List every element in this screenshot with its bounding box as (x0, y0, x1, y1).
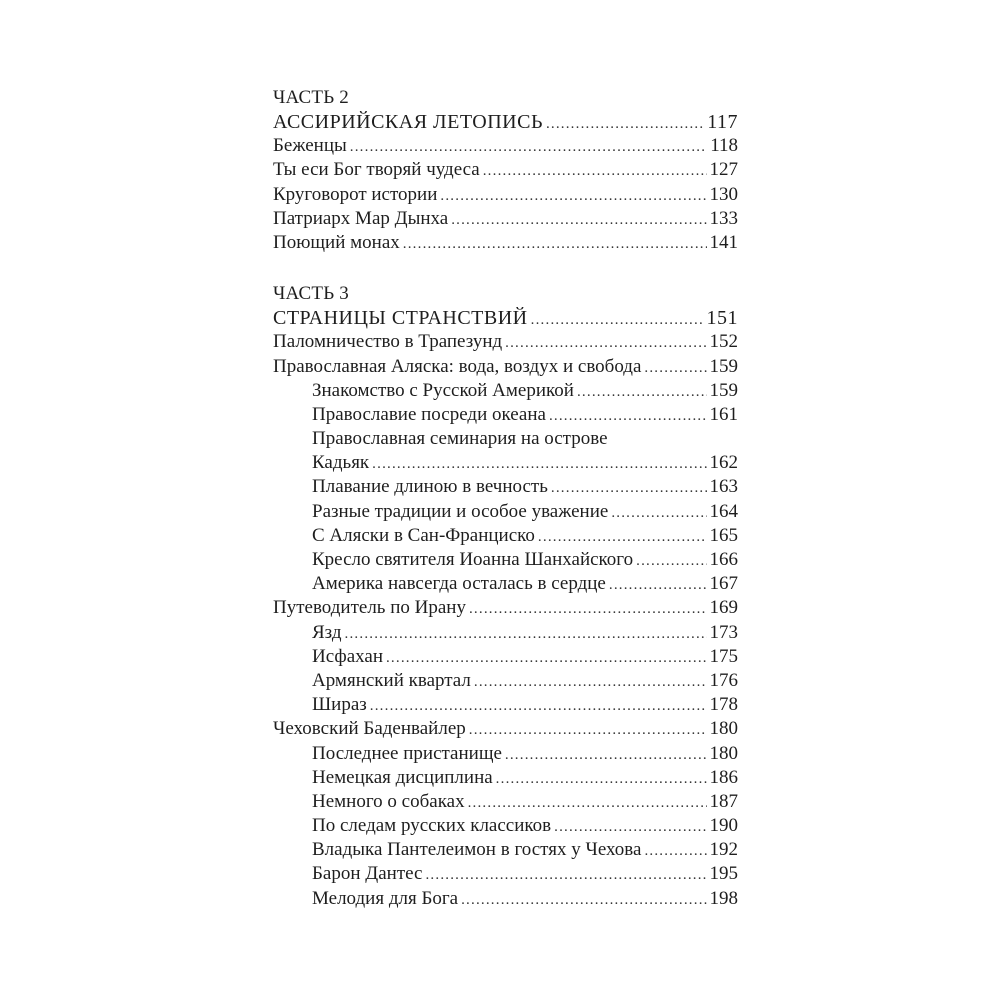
dot-leader (644, 839, 706, 863)
dot-leader (350, 135, 707, 159)
toc-page-number: 164 (709, 500, 738, 522)
toc-title: Патриарх Мар Дынха (273, 207, 449, 229)
toc-entry (273, 183, 738, 207)
toc-title: Путеводитель по Ирану (273, 597, 466, 619)
toc-page-number: 159 (709, 379, 738, 401)
toc-title: Круговорот истории (273, 183, 438, 205)
toc-title: Поющий монах (273, 231, 400, 253)
toc-page-number: 163 (709, 476, 738, 498)
toc-page-number: 195 (709, 863, 738, 885)
toc-page-number: 192 (709, 839, 738, 861)
toc-subentry (273, 621, 738, 645)
toc-page-number: 187 (709, 790, 738, 812)
toc-page-number: 130 (709, 183, 738, 205)
toc-page-number: 180 (709, 742, 738, 764)
toc-title: Паломничество в Трапезунд (273, 331, 503, 353)
dot-leader (505, 331, 706, 355)
toc-subentry-first-line (273, 427, 738, 451)
toc-title: Барон Дантес (312, 863, 423, 885)
toc-entry (273, 330, 738, 354)
toc-entry (273, 231, 738, 255)
toc-page-number: 118 (710, 135, 738, 157)
toc-title: Православная семинария на острове (312, 428, 608, 450)
toc-title: Православная Аляска: вода, воздух и свобода (273, 355, 642, 377)
toc-page-number: 133 (709, 207, 738, 229)
toc-title: АССИРИЙСКАЯ ЛЕТОПИСЬ (273, 111, 543, 133)
toc-title: Кресло святителя Иоанна Шанхайского (312, 549, 634, 570)
dot-leader (386, 646, 707, 670)
dot-leader (609, 573, 707, 597)
toc-subentry-continuation (273, 451, 738, 475)
toc-subentry (273, 572, 738, 596)
toc-subentry (273, 475, 738, 499)
dot-leader (483, 159, 707, 183)
toc-title-continuation: Кадьяк (312, 452, 370, 474)
dot-leader (531, 308, 704, 332)
dot-leader (611, 501, 706, 525)
toc-subentry (273, 645, 738, 669)
dot-leader (554, 815, 706, 839)
toc-page-number: 141 (709, 231, 738, 253)
toc-page-number: 167 (709, 573, 738, 595)
dot-leader (468, 791, 707, 815)
dot-leader (505, 743, 707, 767)
toc-title: Ты еси Бог творяй чудеса (273, 159, 480, 181)
part-2-heading (273, 110, 738, 134)
toc-title: С Аляски в Сан-Франциско (312, 524, 535, 546)
toc-subentry (273, 814, 738, 838)
dot-leader (644, 356, 706, 380)
toc-subentry (273, 862, 738, 886)
toc-subentry (273, 766, 738, 790)
dot-leader (451, 208, 706, 232)
toc-page-number: 190 (709, 815, 738, 837)
toc-page-number: 166 (709, 549, 738, 570)
toc-page-number: 162 (709, 452, 738, 474)
dot-leader (546, 112, 704, 136)
toc-subentry (273, 403, 738, 427)
toc-title: Православие посреди океана (312, 403, 546, 425)
dot-leader (577, 380, 707, 404)
dot-leader (469, 597, 707, 621)
toc-title: Знакомство с Русской Америкой (312, 379, 574, 401)
dot-leader (440, 184, 706, 208)
section-gap (273, 255, 738, 282)
toc-title: Плавание длиною в вечность (312, 476, 548, 498)
dot-leader (372, 452, 706, 476)
dot-leader (469, 718, 707, 742)
dot-leader (370, 694, 707, 718)
dot-leader (474, 670, 707, 694)
toc-title: Немного о собаках (312, 790, 465, 812)
dot-leader (345, 622, 707, 646)
table-of-contents (273, 86, 738, 911)
toc-subentry (273, 524, 738, 548)
toc-subentry (273, 669, 738, 693)
toc-title: Мелодия для Бога (312, 887, 459, 909)
part-3-heading (273, 306, 738, 330)
toc-title: По следам русских классиков (312, 815, 552, 837)
toc-entry (273, 717, 738, 741)
dot-leader (549, 404, 707, 428)
toc-subentry (273, 742, 738, 766)
toc-title: Язд (312, 621, 342, 643)
toc-title: Америка навсегда осталась в сердце (312, 573, 606, 595)
toc-subentry (273, 500, 738, 524)
toc-page-number: 169 (709, 597, 738, 619)
toc-entry (273, 596, 738, 620)
dot-leader (538, 525, 707, 549)
dot-leader (551, 476, 707, 500)
toc-entry (273, 158, 738, 182)
dot-leader (496, 767, 707, 791)
toc-title: Исфахан (312, 645, 383, 667)
toc-page-number: 173 (709, 621, 738, 643)
toc-page-number: 165 (709, 524, 738, 546)
toc-title: Немецкая дисциплина (312, 766, 493, 788)
dot-leader (403, 232, 707, 256)
toc-page-number: 198 (709, 887, 738, 909)
toc-page-number: 178 (709, 694, 738, 716)
toc-title: Разные традиции и особое уважение (312, 500, 609, 522)
toc-title: Чеховский Баденвайлер (273, 718, 466, 740)
toc-subentry (273, 548, 738, 572)
dot-leader (461, 888, 706, 912)
toc-page-number: 117 (707, 111, 738, 133)
toc-page-number: 175 (709, 645, 738, 667)
toc-title: Шираз (312, 694, 367, 716)
part-2-label: ЧАСТЬ 2 (273, 87, 349, 108)
toc-entry (273, 355, 738, 379)
toc-title: Последнее пристанище (312, 742, 502, 764)
toc-page-number: 159 (709, 355, 738, 377)
part-3-label: ЧАСТЬ 3 (273, 283, 349, 305)
dot-leader (425, 863, 706, 887)
toc-page-number: 180 (709, 718, 738, 740)
toc-title: Владыка Пантелеимон в гостях у Чехова (312, 839, 642, 861)
toc-subentry (273, 790, 738, 814)
toc-subentry (273, 693, 738, 717)
toc-page-number: 152 (709, 331, 738, 353)
toc-page-number: 186 (709, 766, 738, 788)
toc-page-number: 151 (706, 307, 738, 330)
toc-title: СТРАНИЦЫ СТРАНСТВИЙ (273, 307, 528, 330)
toc-title: Беженцы (273, 135, 347, 157)
toc-entry (273, 134, 738, 158)
toc-page-number: 176 (709, 669, 738, 691)
toc-page-number: 127 (709, 159, 738, 181)
toc-subentry (273, 887, 738, 911)
toc-title: Армянский квартал (312, 669, 471, 691)
toc-entry (273, 207, 738, 231)
toc-page-number: 161 (709, 403, 738, 425)
toc-subentry (273, 379, 738, 403)
dot-leader (636, 549, 706, 573)
toc-subentry (273, 838, 738, 862)
